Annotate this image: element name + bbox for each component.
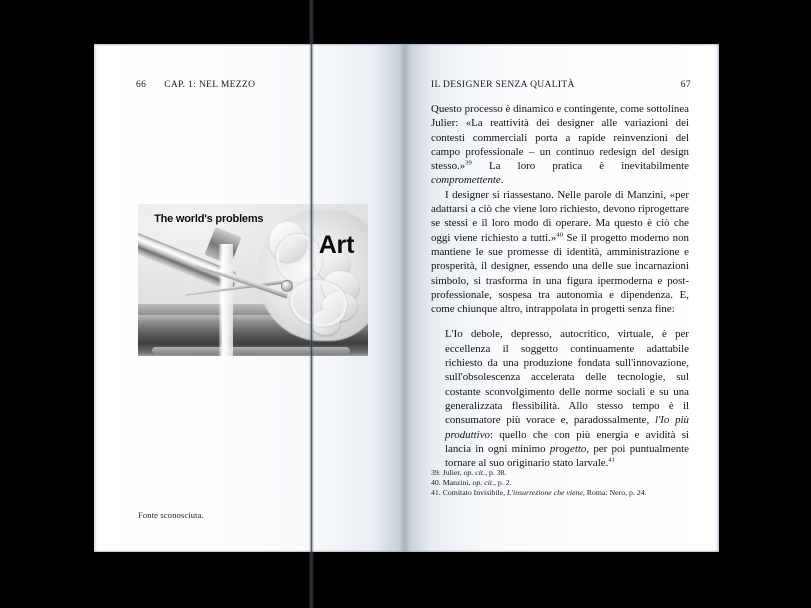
text-run: 40. Manzini, — [431, 478, 473, 488]
text-run: l'Io più produttivo — [445, 414, 689, 441]
blockquote-paragraph — [445, 327, 689, 470]
right-page-edge — [715, 44, 719, 552]
text-run: 39. Julier, — [431, 468, 464, 477]
photo-sink-rim — [152, 347, 350, 354]
text-run: Questo processo è dinamico e contingente, come sottolinea Julier: «La reattività dei designer alle variazioni dei contesti commerciali porta a rapide reinvenzioni del campo professionale – un continuo redesign del design stesso.» — [431, 103, 689, 173]
blockquote — [445, 327, 689, 470]
left-page — [94, 44, 405, 552]
text-run: 41. Comitato Invisibile, — [431, 488, 508, 498]
text-run: Se il progetto moderno non mantiene le sue promesse di identità, amministrazione e prosperità, il designer, essendo una delle sue incarnazioni simbolo, si trasforma in una figura ipermoderna e post-professionale, sospesa tra autonomia e dipendenza. E, come chiunque altro, intrappolata in progetti senza fine: — [431, 231, 689, 316]
left-page-header — [136, 80, 255, 90]
left-page-edge — [94, 44, 97, 552]
footnote — [431, 488, 687, 498]
body-paragraph — [431, 188, 689, 317]
figure-photograph — [138, 204, 368, 356]
body-text-column — [431, 102, 689, 470]
text-run: compromettente — [431, 174, 501, 187]
text-run: op. cit. — [472, 478, 495, 488]
left-page-bottom-edge — [94, 550, 405, 552]
photo-water-stream — [219, 244, 234, 356]
figure-source-caption: Fonte sconosciuta. — [138, 510, 204, 520]
text-run: I designer si riassestano. Nelle parole di Manzini, «per adattarsi a ciò che viene loro richiesto, devono riprogettare se stessi e il loro modo di operare. Ma questo è ciò che oggi viene richiesto a tutti.» — [431, 188, 689, 244]
text-run: 41 — [608, 456, 615, 464]
left-page-running-head: CAP. 1: NEL MEZZO — [164, 80, 256, 90]
text-run: op. cit. — [463, 468, 486, 477]
text-run: , Roma: Nero, p. 24. — [582, 488, 647, 498]
text-run: La loro pratica è inevitabilmente — [471, 160, 689, 173]
text-run: , p. 2. — [494, 478, 512, 488]
text-run: 40 — [556, 231, 563, 239]
text-run: . — [500, 174, 504, 187]
text-run: , p. 38. — [485, 468, 507, 477]
right-page — [405, 44, 719, 552]
left-page-folio: 66 — [136, 80, 147, 90]
right-page-running-head: IL DESIGNER SENZA QUALITÀ — [431, 80, 575, 90]
text-run: progetto — [549, 442, 587, 455]
footnote — [431, 478, 687, 488]
photo-overlay-label-art: Art — [318, 231, 355, 260]
footnote-list — [431, 468, 687, 499]
text-run: , per poi puntualmente tornare al suo originario stato larvale. — [445, 442, 689, 470]
right-page-top-edge — [405, 44, 719, 46]
open-book — [94, 44, 719, 552]
right-page-folio: 67 — [680, 80, 691, 90]
text-run: L'insurrezione che viene — [507, 488, 583, 498]
footnote — [431, 468, 687, 478]
photo-overlay-label-problems: The world's problems — [154, 213, 264, 226]
left-page-top-edge — [94, 44, 405, 46]
figure — [138, 204, 368, 356]
text-run: L'Io debole, depresso, autocritico, virtuale, è per eccellenza il soggetto continuamente adattabile richiesto da una produzione fondata sull'innovazione, sull'obsolescenza accelerata delle tecnologie, sul costante sconvolgimento delle norme sociali e su una generalizzata flessibilità. Allo stesso tempo è il consumatore più vorace e, paradossalmente, — [445, 328, 689, 427]
paragraph-list — [431, 102, 689, 316]
text-run: 39 — [465, 159, 472, 167]
right-page-header — [431, 80, 691, 90]
body-paragraph — [431, 102, 689, 188]
text-run: : quello che con più energia e avidità si lancia in ogni minimo — [445, 428, 689, 455]
right-page-bottom-edge — [405, 550, 719, 552]
